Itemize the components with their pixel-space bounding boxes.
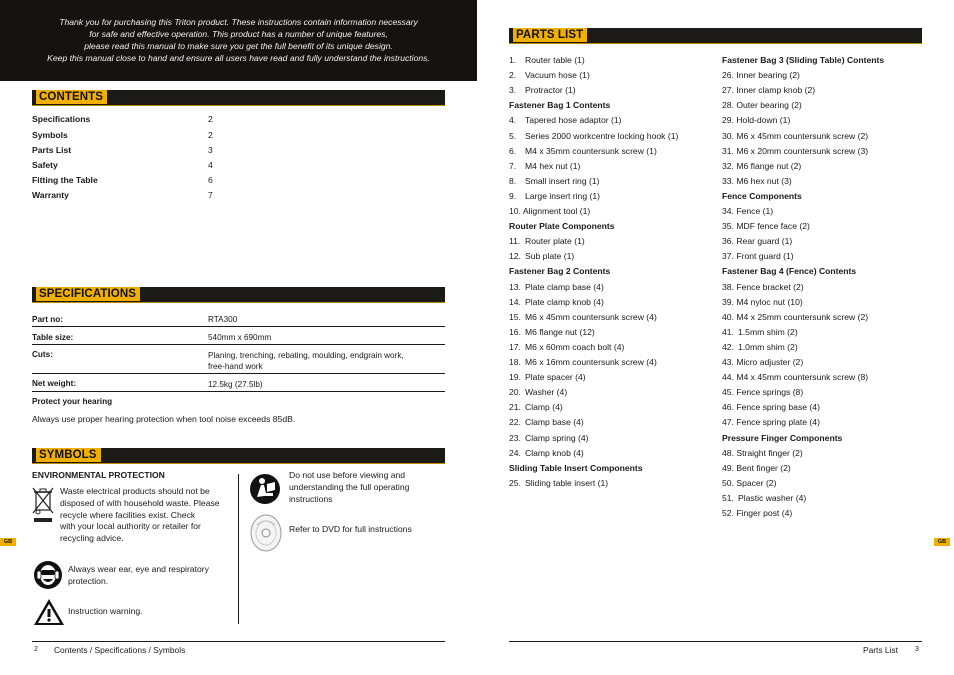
parts-item-name: M4 hex nut (1) [525, 160, 581, 171]
env-text-line: recycling advice. [60, 533, 124, 544]
spec-value: Planing, trenching, rebating, moulding, endgrain work, [208, 351, 404, 360]
parts-item-name: Tapered hose adaptor (1) [525, 115, 622, 126]
contents-item-page: 6 [208, 175, 213, 185]
parts-list-item: 52. Finger post (4) [722, 508, 793, 518]
contents-item-page: 4 [208, 160, 213, 170]
parts-item-name: M6 x 45mm countersunk screw (4) [525, 311, 657, 322]
parts-item-name: Router plate (1) [525, 236, 585, 247]
spec-label: Part no: [32, 315, 63, 324]
footer-title-right: Parts List [863, 645, 898, 655]
parts-list-item [509, 312, 657, 323]
ppe-icon [33, 560, 63, 590]
specifications-header [32, 287, 445, 303]
parts-list-item: 28. Outer bearing (2) [722, 100, 802, 111]
contents-title: CONTENTS [36, 90, 107, 104]
parts-list-item [509, 478, 608, 489]
env-text-line: recycle where facilities exist. Check [60, 509, 196, 520]
intro-line: Thank you for purchasing this Triton product. These instructions contain information necessary [59, 17, 418, 27]
parts-item-number: 14. [509, 296, 521, 307]
parts-list-item [509, 327, 595, 338]
page-number-right: 3 [915, 646, 919, 653]
parts-group-heading: Fence Components [722, 190, 802, 201]
parts-list-item [509, 191, 600, 202]
parts-list-item: 34. Fence (1) [722, 206, 774, 216]
parts-list-item [509, 161, 580, 172]
parts-item-name: Plate clamp base (4) [525, 281, 604, 292]
ppe-text-line: protection. [68, 575, 109, 586]
intro-box [0, 0, 477, 81]
parts-list-item [509, 357, 657, 368]
env-text-line: disposed of with household waste. Please [60, 497, 220, 508]
parts-list-item [509, 387, 567, 398]
page-number-left: 2 [34, 646, 38, 653]
intro-line: for safe and effective operation. This product has a number of unique features, [89, 29, 388, 40]
parts-item-number: 2. [509, 70, 517, 81]
parts-list-item: 44. M4 x 45mm countersunk screw (8) [722, 372, 869, 383]
parts-list-item: 35. MDF fence face (2) [722, 221, 810, 232]
parts-list-item [509, 372, 586, 383]
parts-list-item: 31. M6 x 20mm countersunk screw (3) [722, 145, 869, 156]
parts-group-heading: Fastener Bag 3 (Sliding Table) Contents [722, 55, 885, 65]
contents-item-label[interactable]: Fitting the Table [32, 175, 98, 185]
parts-item-number: 19. [509, 372, 521, 383]
parts-item-number: 22. [509, 417, 521, 428]
parts-list-item: 30. M6 x 45mm countersunk screw (2) [722, 130, 869, 141]
parts-list-item [509, 417, 584, 428]
parts-list-item [509, 85, 576, 96]
contents-header [32, 90, 445, 106]
symbols-title: SYMBOLS [36, 448, 101, 462]
spec-label: Cuts: [32, 350, 53, 359]
parts-list-item: 36. Rear guard (1) [722, 236, 793, 247]
weee-bin-icon [30, 484, 56, 524]
parts-group-heading: Fastener Bag 2 Contents [509, 266, 611, 277]
parts-list-header [509, 28, 922, 44]
parts-item-name: Vacuum hose (1) [525, 70, 590, 81]
language-tab-left: GB [0, 538, 16, 546]
contents-item-page: 7 [208, 190, 213, 200]
footer-title-left: Contents / Specifications / Symbols [54, 645, 186, 655]
spec-label: Net weight: [32, 379, 77, 388]
parts-list-item [509, 115, 622, 126]
parts-item-number: 7. [509, 160, 517, 171]
spec-divider [32, 391, 445, 392]
parts-item-name: Washer (4) [525, 387, 568, 398]
parts-item-name: Protractor (1) [525, 85, 576, 96]
parts-item-name: Clamp knob (4) [525, 447, 584, 458]
dvd-icon [249, 513, 283, 553]
parts-list-item [722, 327, 798, 338]
parts-list-item: 47. Fence spring plate (4) [722, 417, 820, 428]
parts-item-name: Large insert ring (1) [525, 190, 600, 201]
manual-text-line: understanding the full operating [289, 481, 410, 492]
parts-item-name: Clamp base (4) [525, 417, 584, 428]
parts-list-item: 29. Hold-down (1) [722, 115, 791, 126]
parts-list-item [509, 297, 604, 308]
parts-list-item: 50. Spacer (2) [722, 477, 777, 488]
parts-list-item: 32. M6 flange nut (2) [722, 160, 802, 171]
env-text-line: Waste electrical products should not be [60, 486, 210, 496]
contents-item-label[interactable]: Safety [32, 160, 58, 170]
parts-item-number: 8. [509, 175, 517, 186]
specifications-title: SPECIFICATIONS [36, 287, 140, 301]
parts-item-number: 12. [509, 251, 521, 262]
parts-item-number: 41. [722, 326, 734, 337]
footer-rule-right [509, 641, 922, 642]
spec-value: 12.5kg (27.5lb) [208, 380, 263, 389]
parts-item-name: Sliding table insert (1) [525, 477, 609, 488]
parts-group-heading: Router Plate Components [509, 221, 615, 232]
parts-item-name: Plate spacer (4) [525, 372, 586, 383]
parts-list-item [509, 131, 678, 142]
contents-item-page: 2 [208, 130, 213, 140]
parts-item-number: 1. [509, 55, 517, 65]
contents-item-page: 3 [208, 145, 213, 155]
parts-group-heading: Fastener Bag 1 Contents [509, 100, 611, 111]
warning-icon [33, 598, 65, 626]
parts-item-name: Sub plate (1) [525, 251, 575, 262]
parts-list-item [509, 236, 585, 247]
parts-item-number: 25. [509, 477, 521, 488]
manual-text [289, 470, 409, 505]
env-title: ENVIRONMENTAL PROTECTION [32, 470, 165, 480]
parts-list-item [509, 146, 657, 157]
parts-group-heading: Fastener Bag 4 (Fence) Contents [722, 266, 857, 277]
parts-item-number: 9. [509, 190, 517, 201]
hearing-title: Protect your hearing [32, 397, 113, 406]
parts-item-number: 15. [509, 311, 521, 322]
parts-list-item: 26. Inner bearing (2) [722, 70, 800, 81]
manual-text-line: Do not use before viewing and [289, 470, 406, 480]
hearing-text: Always use proper hearing protection when tool noise exceeds 85dB. [32, 414, 296, 424]
parts-item-number: 23. [509, 432, 521, 443]
parts-item-name: Clamp spring (4) [525, 432, 589, 443]
parts-item-number: 13. [509, 281, 521, 292]
intro-line: please read this manual to make sure you get the full benefit of its unique design. [84, 41, 393, 52]
parts-item-number: 6. [509, 145, 517, 156]
intro-line: Keep this manual close to hand and ensure all users have read and fully understand the instructions. [47, 53, 430, 64]
parts-list-item [509, 282, 604, 293]
parts-list-item: 49. Bent finger (2) [722, 462, 791, 473]
parts-item-name: Plate clamp knob (4) [525, 296, 604, 307]
parts-item-number: 20. [509, 387, 521, 398]
parts-item-name: 1.0mm shim (2) [738, 341, 798, 352]
parts-item-number: 11. [509, 236, 521, 247]
parts-list-item [509, 448, 584, 459]
dvd-text: Refer to DVD for full instructions [289, 524, 412, 534]
parts-item-name: 1.5mm shim (2) [738, 326, 798, 337]
spec-value: free-hand work [208, 362, 263, 371]
parts-list-item [722, 342, 798, 353]
symbols-header [32, 448, 445, 464]
parts-item-number: 5. [509, 130, 517, 141]
parts-item-number: 17. [509, 341, 521, 352]
parts-list-item [509, 55, 585, 66]
contents-item-label[interactable]: Warranty [32, 190, 69, 200]
spec-divider [32, 344, 445, 345]
parts-item-number: 4. [509, 115, 517, 126]
contents-item-label[interactable]: Specifications [32, 114, 91, 124]
parts-list-item: 45. Fence springs (8) [722, 387, 804, 398]
parts-list-item [509, 402, 563, 413]
parts-list-item: 40. M4 x 25mm countersunk screw (2) [722, 311, 869, 322]
parts-list-item: 37. Front guard (1) [722, 251, 794, 262]
parts-item-number: 51. [722, 492, 734, 503]
parts-item-number: 18. [509, 357, 521, 367]
parts-list-item: 48. Straight finger (2) [722, 447, 803, 458]
parts-list-item: 38. Fence bracket (2) [722, 281, 804, 292]
parts-item-number: 3. [509, 85, 517, 96]
parts-item-name: Plastic washer (4) [738, 492, 807, 503]
contents-item-page: 2 [208, 114, 213, 124]
parts-list-item: 39. M4 nyloc nut (10) [722, 296, 803, 307]
parts-list-item: 46. Fence spring base (4) [722, 402, 820, 413]
parts-item-name: M4 x 35mm countersunk screw (1) [525, 145, 657, 156]
env-text [60, 486, 238, 545]
ppe-text-line: Always wear ear, eye and respiratory [68, 564, 209, 574]
parts-item-name: Small insert ring (1) [525, 175, 600, 186]
contents-item-label[interactable]: Parts List [32, 145, 72, 155]
parts-item-name: Clamp (4) [525, 402, 563, 413]
parts-list-item [509, 176, 600, 187]
spec-label: Table size: [32, 333, 74, 342]
parts-list-item: 43. Micro adjuster (2) [722, 357, 804, 367]
warning-text: Instruction warning. [68, 606, 143, 616]
parts-list-title: PARTS LIST [513, 28, 587, 42]
parts-item-number: 16. [509, 326, 521, 337]
parts-item-name: Router table (1) [525, 55, 585, 65]
parts-item-name: M6 x 16mm countersunk screw (4) [525, 357, 657, 367]
spec-value: 540mm x 690mm [208, 333, 272, 342]
parts-item-number: 21. [509, 402, 521, 413]
parts-list-item: 10. Alignment tool (1) [509, 206, 591, 216]
env-text-line: with your local authority or retailer for [60, 521, 201, 532]
parts-list-item [509, 251, 574, 262]
spec-divider [32, 373, 445, 374]
parts-list-item: 33. M6 hex nut (3) [722, 175, 792, 186]
language-tab-right: GB [934, 538, 950, 546]
footer-rule-left [32, 641, 445, 642]
parts-list-item [509, 70, 590, 81]
parts-item-name: M6 x 60mm coach bolt (4) [525, 341, 625, 352]
spec-value: RTA300 [208, 315, 238, 324]
parts-item-name: Series 2000 workcentre locking hook (1) [525, 130, 679, 141]
parts-item-number: 24. [509, 447, 521, 458]
parts-list-item [722, 493, 806, 504]
spec-divider [32, 326, 445, 327]
symbols-divider [238, 474, 239, 624]
read-manual-icon [249, 473, 281, 505]
manual-text-line: instructions [289, 493, 333, 504]
parts-item-name: M6 flange nut (12) [525, 326, 595, 337]
parts-item-number: 42. [722, 341, 734, 352]
parts-list-item [509, 433, 589, 444]
contents-item-label[interactable]: Symbols [32, 130, 68, 140]
parts-list-item [509, 342, 624, 353]
parts-group-heading: Pressure Finger Components [722, 432, 843, 443]
parts-group-heading: Sliding Table Insert Components [509, 462, 643, 473]
parts-list-item: 27. Inner clamp knob (2) [722, 85, 816, 96]
ppe-text [68, 564, 209, 588]
